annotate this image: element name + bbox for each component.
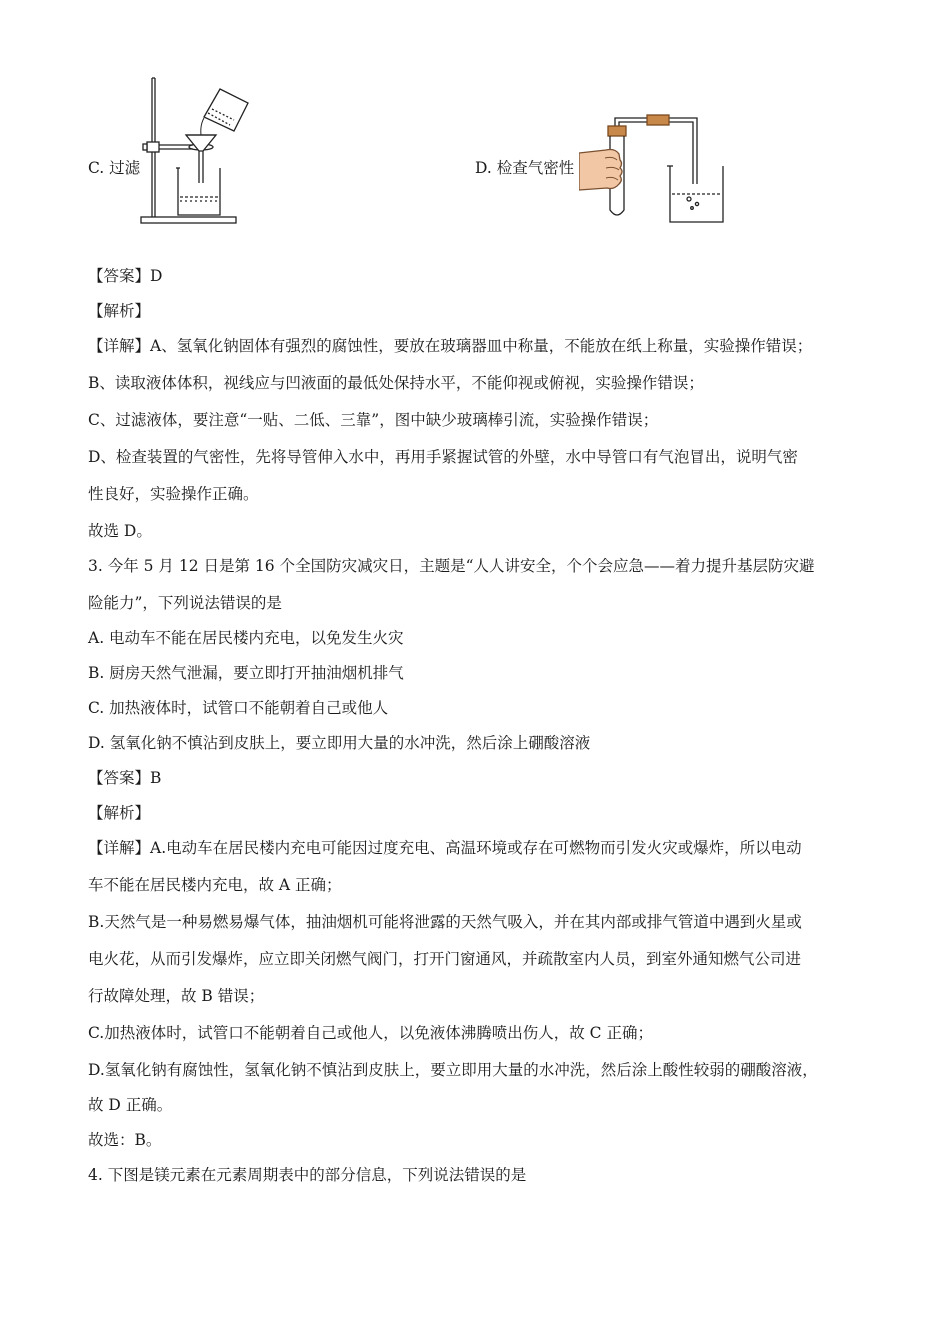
- q3-detail-line: B.天然气是一种易燃易爆气体，抽油烟机可能将泄露的天然气吸入，并在其内部或排气管道中遇到火星或: [88, 913, 802, 931]
- q3-detail-line: C.加热液体时，试管口不能朝着自己或他人，以免液体沸腾喷出伤人，故 C 正确；: [88, 1024, 653, 1042]
- q3-detail-line: 【详解】A.电动车在居民楼内充电可能因过度充电、高温环境或存在可燃物而引发火灾或爆炸，所以电动: [88, 839, 802, 857]
- q3-answer: 【答案】B: [88, 769, 162, 787]
- q3-stem: 险能力”，下列说法错误的是: [88, 594, 282, 612]
- filtration-apparatus-figure: [138, 75, 258, 227]
- q3-conclusion: 故选：B。: [88, 1131, 162, 1149]
- q3-detail-line: 车不能在居民楼内充电，故 A 正确；: [88, 876, 342, 894]
- q2-detail-line: D、检查装置的气密性，先将导管伸入水中，再用手紧握试管的外壁，水中导管口有气泡冒出，说明气密: [88, 448, 798, 466]
- q3-detail-line: D.氢氧化钠有腐蚀性，氢氧化钠不慎沾到皮肤上，要立即用大量的水冲洗，然后涂上酸性较弱的硼酸溶液，: [88, 1061, 818, 1079]
- q3-detail-line: 行故障处理，故 B 错误；: [88, 987, 265, 1005]
- q3-option-a: A. 电动车不能在居民楼内充电，以免发生火灾: [88, 629, 404, 647]
- q3-option-d: D. 氢氧化钠不慎沾到皮肤上，要立即用大量的水冲洗，然后涂上硼酸溶液: [88, 734, 591, 752]
- q3-stem: 3. 今年 5 月 12 日是第 16 个全国防灾减灾日，主题是“人人讲安全，个个会应急——着力提升基层防灾避: [88, 557, 815, 575]
- q2-detail-line: 性良好，实验操作正确。: [88, 485, 259, 503]
- q2-detail-line: 【详解】A、氢氧化钠固体有强烈的腐蚀性，要放在玻璃器皿中称量，不能放在纸上称量，实验操作错误；: [88, 337, 813, 355]
- figure-row: [0, 70, 950, 235]
- q2-answer: 【答案】D: [88, 267, 163, 285]
- q4-stem: 4. 下图是镁元素在元素周期表中的部分信息，下列说法错误的是: [88, 1166, 527, 1184]
- document-body: [88, 263, 868, 1197]
- q3-option-b: B. 厨房天然气泄漏，要立即打开抽油烟机排气: [88, 664, 404, 682]
- q3-detail-line: 故 D 正确。: [88, 1096, 173, 1114]
- figure-c-label: C. 过滤: [88, 159, 141, 177]
- airtightness-check-figure: [579, 108, 734, 228]
- q2-analysis-heading: 【解析】: [88, 302, 151, 320]
- q3-analysis-heading: 【解析】: [88, 804, 151, 822]
- q2-conclusion: 故选 D。: [88, 522, 152, 540]
- q3-detail-line: 电火花，从而引发爆炸，应立即关闭燃气阀门，打开门窗通风，并疏散室内人员，到室外通知燃气公司进: [88, 950, 802, 968]
- q3-option-c: C. 加热液体时，试管口不能朝着自己或他人: [88, 699, 389, 717]
- q2-detail-line: B、读取液体体积，视线应与凹液面的最低处保持水平，不能仰视或俯视，实验操作错误；: [88, 374, 704, 392]
- figure-d-label: D. 检查气密性: [475, 159, 575, 177]
- q2-detail-line: C、过滤液体，要注意“一贴、二低、三靠”，图中缺少玻璃棒引流，实验操作错误；: [88, 411, 659, 429]
